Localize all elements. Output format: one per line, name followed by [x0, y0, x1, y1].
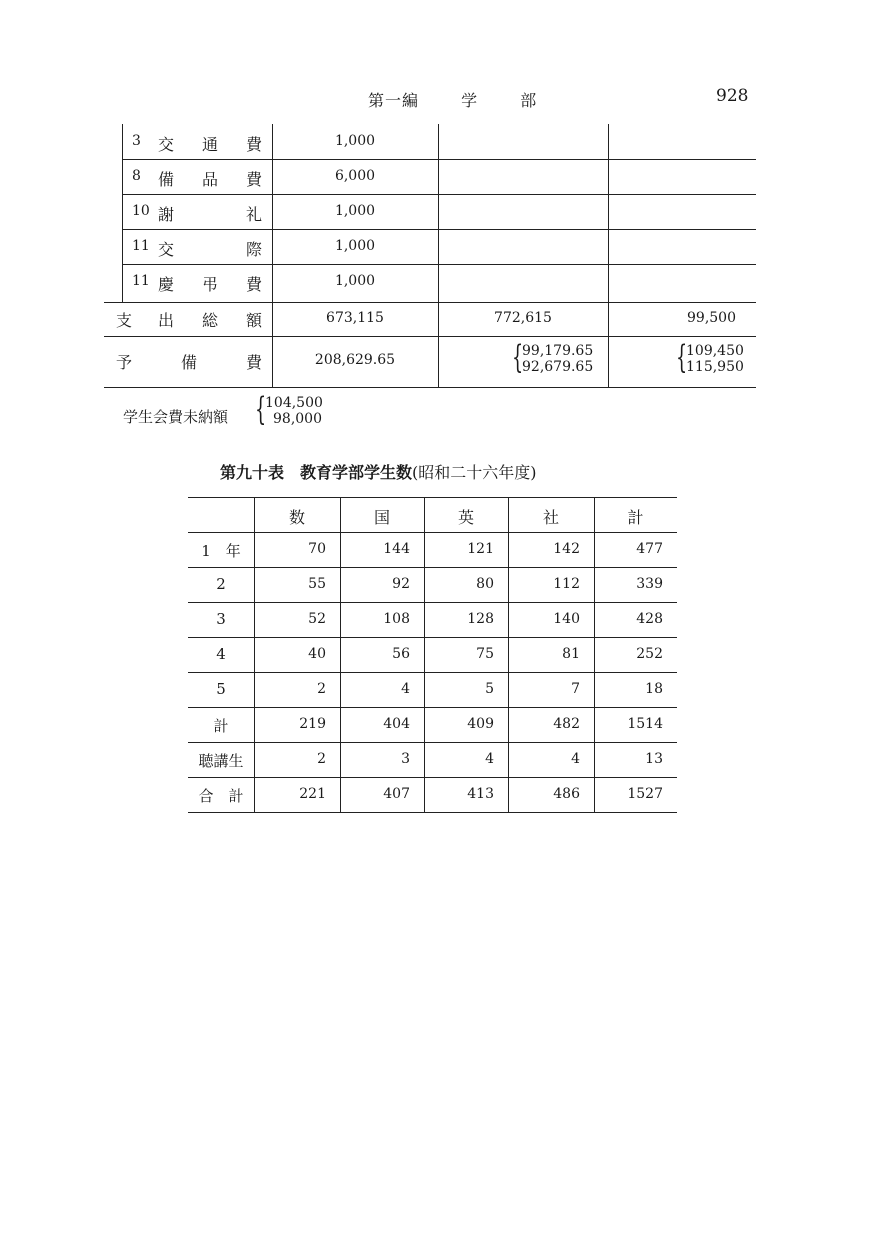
unpaid-label: 学生会費未納額: [123, 408, 229, 426]
total-expense-char: 額: [246, 311, 263, 330]
brace-glyph: {: [512, 338, 524, 376]
brace-glyph: {: [676, 338, 688, 376]
total-expense-col3: 99,500: [687, 310, 736, 326]
table-rule: [188, 532, 677, 533]
table-rule: [188, 707, 677, 708]
item-number: 3: [132, 133, 141, 149]
page-number: 928: [716, 86, 749, 106]
total-expense-char: 出: [158, 311, 175, 330]
table-cell-value: 252: [636, 646, 663, 662]
header-part-title: 第一編: [368, 91, 420, 110]
item-name-char: 通: [202, 135, 219, 154]
table-cell-value: 428: [636, 611, 663, 627]
table-rule: [188, 742, 677, 743]
item-name-char: 備: [158, 170, 175, 189]
table-cell-value: 1527: [627, 786, 663, 802]
table-cell-value: 3: [401, 751, 410, 767]
table-rule: [188, 602, 677, 603]
item-name-char: 費: [246, 275, 263, 294]
table-rule: [188, 777, 677, 778]
total-expense-col2: 772,615: [494, 310, 552, 326]
item-number: 11: [132, 273, 150, 289]
table-rule: [188, 672, 677, 673]
table-rule: [188, 567, 677, 568]
row-label: 5: [216, 680, 226, 698]
table-cell-value: 92: [392, 576, 410, 592]
item-number: 8: [132, 168, 141, 184]
table-cell-value: 219: [299, 716, 326, 732]
budget-table: [104, 124, 756, 388]
total-expense-char: 支: [116, 311, 133, 330]
table-cell-value: 40: [308, 646, 326, 662]
item-name-char: 際: [246, 240, 263, 259]
item-name-char: 交: [158, 240, 175, 259]
column-header: 数: [288, 508, 305, 527]
item-number: 11: [132, 238, 150, 254]
header-bu: 部: [520, 91, 538, 110]
col3-value: 109,450: [686, 343, 744, 359]
table-cell-value: 4: [485, 751, 494, 767]
row-label: 1 年: [201, 542, 241, 560]
table-cell-value: 2: [317, 681, 326, 697]
table-cell-value: 4: [401, 681, 410, 697]
col2-value: 99,179.65: [522, 343, 594, 359]
col2-value: 92,679.65: [522, 359, 594, 375]
item-number: 10: [132, 203, 150, 219]
table-cell-value: 52: [308, 611, 326, 627]
table-cell-value: 142: [553, 541, 580, 557]
table-title-main: 第九十表 教育学部学生数: [220, 463, 413, 482]
item-amount: 1,000: [334, 203, 376, 219]
reserve-char: 予: [116, 353, 133, 372]
table-cell-value: 2: [317, 751, 326, 767]
row-label: 4: [216, 645, 226, 663]
row-label: 聴講生: [198, 752, 244, 770]
table-title-year: (昭和二十六年度): [412, 463, 537, 482]
header-gaku: 学: [461, 91, 479, 110]
table-cell-value: 121: [467, 541, 494, 557]
table-cell-value: 5: [485, 681, 494, 697]
table-rule: [188, 497, 677, 498]
item-amount: 1,000: [334, 133, 376, 149]
reserve-col1: 208,629.65: [314, 352, 396, 368]
table-cell-value: 407: [383, 786, 410, 802]
col3-value: 115,950: [686, 359, 744, 375]
table-cell-value: 55: [308, 576, 326, 592]
table-cell-value: 80: [476, 576, 494, 592]
item-name-char: 弔: [202, 275, 219, 294]
reserve-char: 備: [181, 353, 198, 372]
table-rule: [188, 812, 677, 813]
item-name-char: 品: [202, 170, 219, 189]
column-header: 英: [457, 508, 474, 527]
table-cell-value: 221: [299, 786, 326, 802]
table-cell-value: 4: [571, 751, 580, 767]
item-amount: 1,000: [334, 273, 376, 289]
row-label: 計: [213, 717, 229, 735]
table-cell-value: 144: [383, 541, 410, 557]
row-label: 2: [216, 575, 226, 593]
column-header: 国: [373, 508, 390, 527]
table-title: [220, 460, 537, 483]
item-name-char: 交: [158, 135, 175, 154]
unpaid-value-2: 98,000: [273, 411, 322, 427]
table-cell-value: 108: [383, 611, 410, 627]
table-cell-value: 75: [476, 646, 494, 662]
table-cell-value: 413: [467, 786, 494, 802]
item-name-char: 費: [246, 135, 263, 154]
total-expense-char: 総: [202, 311, 219, 330]
unpaid-value-1: 104,500: [265, 395, 323, 411]
table-cell-value: 128: [467, 611, 494, 627]
table-cell-value: 477: [636, 541, 663, 557]
column-header: 計: [627, 508, 644, 527]
table-cell-value: 112: [553, 576, 580, 592]
table-cell-value: 56: [392, 646, 410, 662]
table-cell-value: 70: [308, 541, 326, 557]
table-cell-value: 482: [553, 716, 580, 732]
table-rule: [188, 637, 677, 638]
table-cell-value: 18: [645, 681, 663, 697]
table-cell-value: 339: [636, 576, 663, 592]
item-name-char: 礼: [246, 205, 263, 224]
table-cell-value: 404: [383, 716, 410, 732]
reserve-char: 費: [246, 353, 263, 372]
column-header: 社: [542, 508, 559, 527]
student-count-table: [188, 497, 677, 813]
item-name-char: 費: [246, 170, 263, 189]
item-amount: 1,000: [334, 238, 376, 254]
row-label: 合 計: [198, 787, 244, 805]
table-cell-value: 409: [467, 716, 494, 732]
table-cell-value: 1514: [627, 716, 663, 732]
item-name-char: 慶: [158, 275, 175, 294]
table-cell-value: 13: [645, 751, 663, 767]
table-cell-value: 81: [562, 646, 580, 662]
running-header: [368, 88, 537, 111]
row-label: 3: [216, 610, 226, 628]
table-cell-value: 140: [553, 611, 580, 627]
table-cell-value: 486: [553, 786, 580, 802]
item-name-char: 謝: [158, 205, 175, 224]
total-expense-col1: 673,115: [326, 310, 384, 326]
item-amount: 6,000: [334, 168, 376, 184]
table-cell-value: 7: [571, 681, 580, 697]
